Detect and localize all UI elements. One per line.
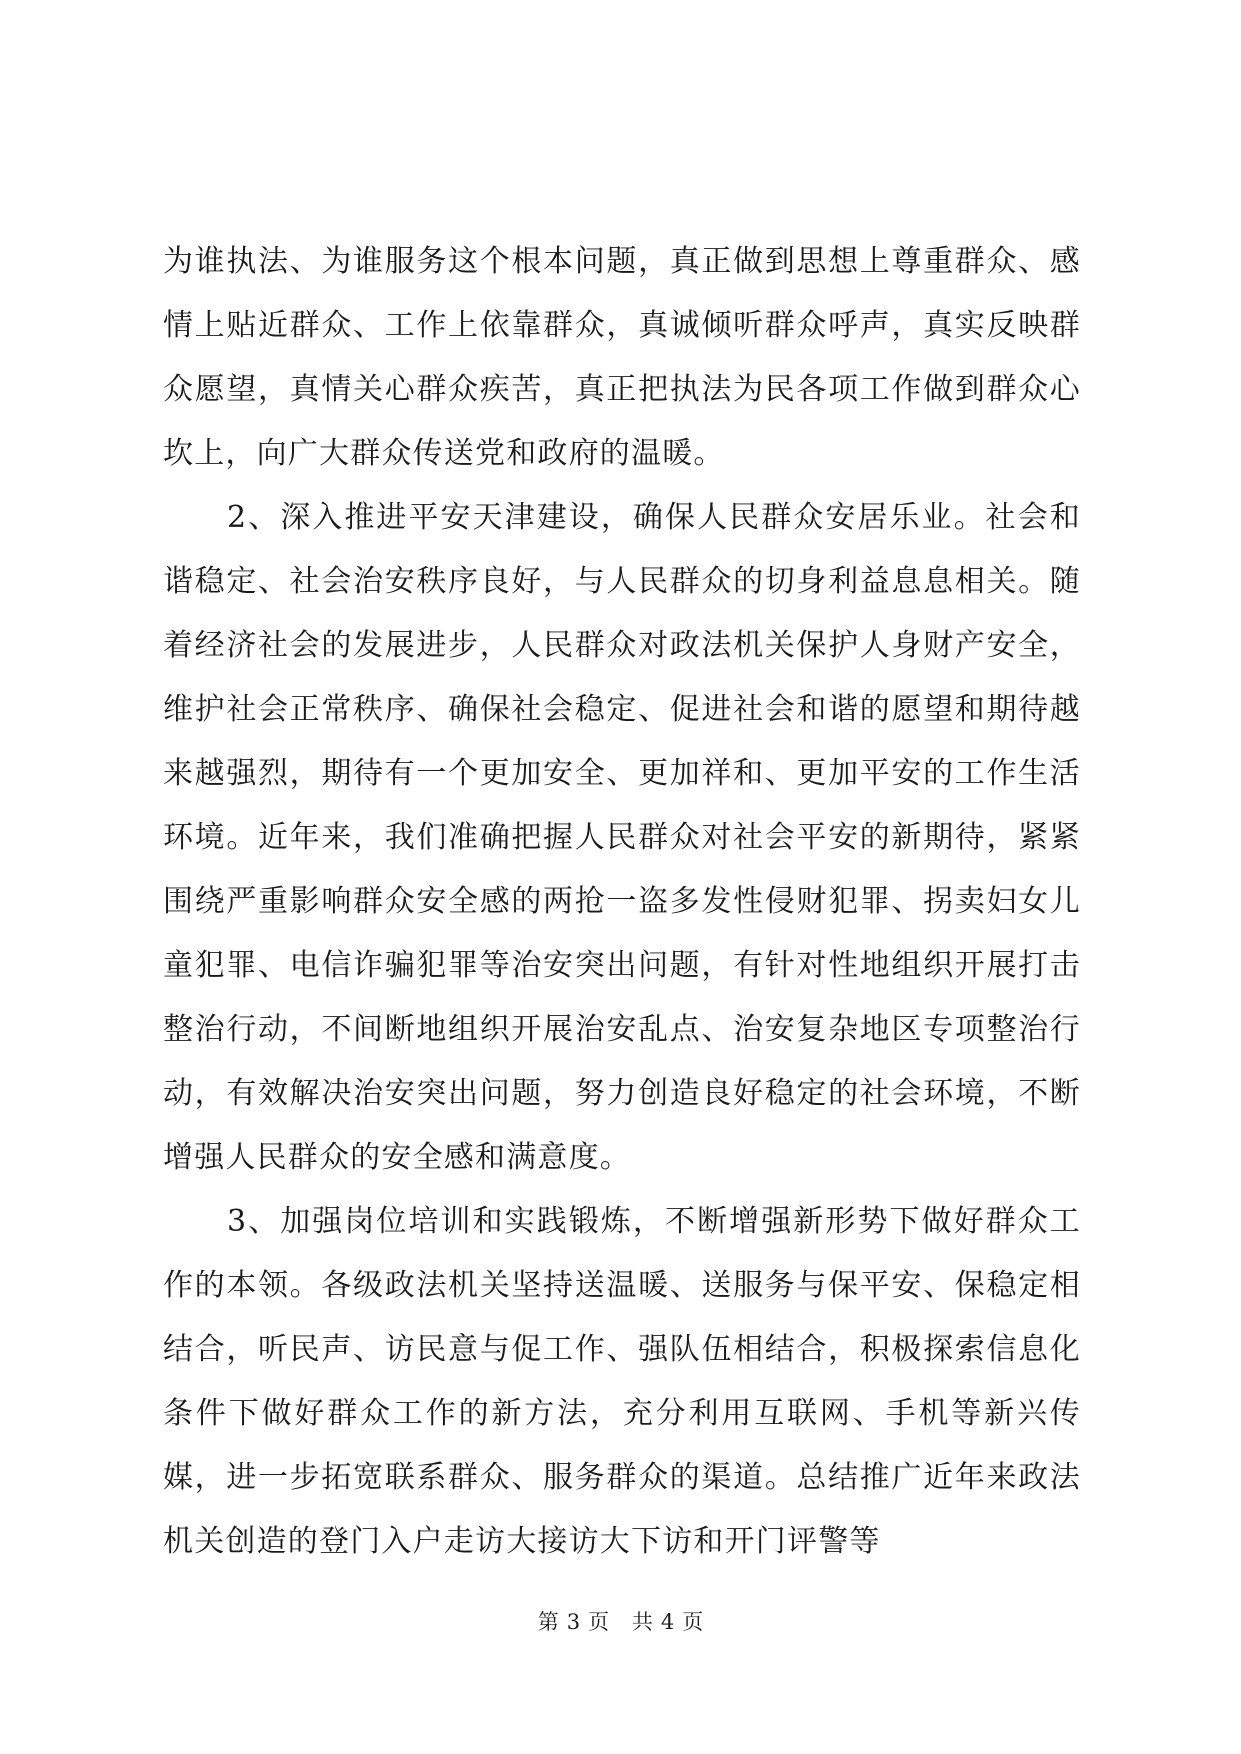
page-number: 3 [566,1610,581,1634]
page-suffix: 页 [588,1610,610,1634]
body-text [163,230,1081,1574]
paragraph-item-2: 2、深入推进平安天津建设，确保人民群众安居乐业。社会和谐稳定、社会治安秩序良好，与人民群众的切身利益息息相关。随着经济社会的发展进步，人民群众对政法机关保护人身财产安全，维护社会正常秩序、确保社会稳定、促进社会和谐的愿望和期待越来越强烈，期待有一个更加安全、更加祥和、更加平安的工作生活环境。近年来，我们准确把握人民群众对社会平安的新期待，紧紧围绕严重影响群众安全感的两抢一盗多发性侵财犯罪、拐卖妇女儿童犯罪、电信诈骗犯罪等治安突出问题，有针对性地组织开展打击整治行动，不间断地组织开展治安乱点、治安复杂地区专项整治行动，有效解决治安突出问题，努力创造良好稳定的社会环境，不断增强人民群众的安全感和满意度。 [163,500,1081,1175]
paragraph-continuation: 为谁执法、为谁服务这个根本问题，真正做到思想上尊重群众、感情上贴近群众、工作上依靠群众，真诚倾听群众呼声，真实反映群众愿望，真情关心群众疾苦，真正把执法为民各项工作做到群众心坎上，向广大群众传送党和政府的温暖。 [163,244,1081,471]
total-pages: 4 [660,1610,675,1634]
page-prefix: 第 [537,1610,559,1634]
page-indicator [534,1610,613,1634]
page-footer [0,1607,1241,1637]
total-prefix: 共 [631,1610,653,1634]
total-pages-indicator [628,1610,707,1634]
paragraph-item-3: 3、加强岗位培训和实践锻炼，不断增强新形势下做好群众工作的本领。各级政法机关坚持送温暖、送服务与保平安、保稳定相结合，听民声、访民意与促工作、强队伍相结合，积极探索信息化条件下做好群众工作的新方法，充分利用互联网、手机等新兴传媒，进一步拓宽联系群众、服务群众的渠道。总结推广近年来政法机关创造的登门入户走访大接访大下访和开门评警等 [163,1204,1081,1559]
total-suffix: 页 [682,1610,704,1634]
